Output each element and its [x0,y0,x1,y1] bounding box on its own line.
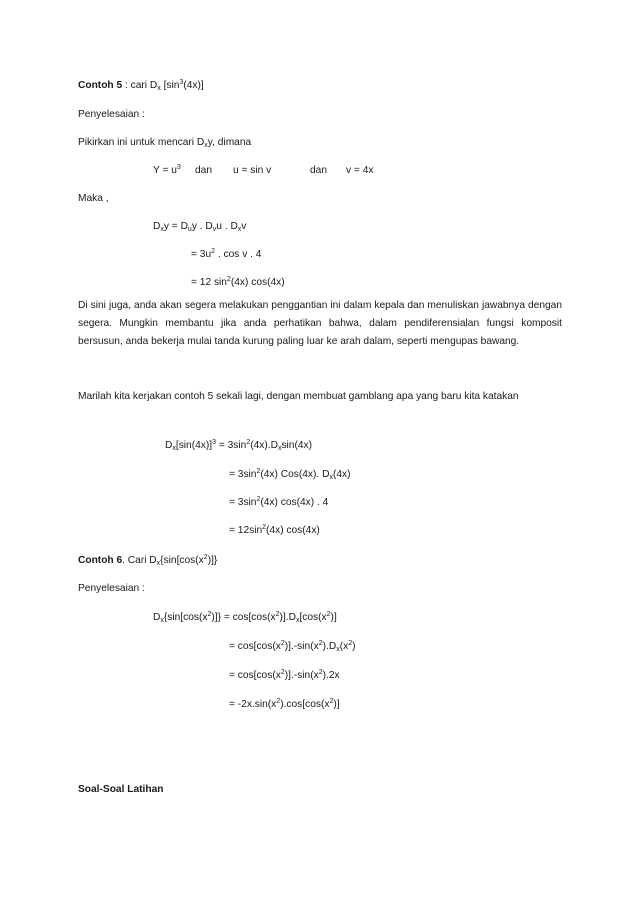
contoh6-label: Contoh 6 [78,555,123,566]
text: v [241,221,247,232]
text: sin(4x) [281,440,313,451]
subscript: x [160,226,164,233]
text: = cos[cos(x [229,641,281,652]
soal-latihan-heading: Soal-Soal Latihan [78,784,164,795]
def-u: u = sin v [233,165,272,176]
maka-label: Maka , [78,193,109,204]
text: ).cos[cos(x [280,699,330,710]
explanation-paragraph: Di sini juga, anda akan segera melakukan penggantian ini dalam kepala dan menuliskan jawabnya dengan segera. Mungkin membantu jika anda perhatikan bahwa, dalam pendiferensialan fungsi komposit bersusun, anda bekerja mulai tanda kurung paling luar ke arah dalam, seperti mengupas bawang. [78,300,562,348]
superscript: 2 [211,248,216,255]
superscript: 2 [246,439,251,446]
superscript: 2 [207,611,212,618]
def-dan-1: dan [195,165,212,176]
text: {sin[cos(x [160,555,204,566]
subscript: x [172,445,176,452]
superscript: 2 [262,524,267,531]
c6-step-1 [153,613,337,623]
text: [cos(x [299,612,327,623]
superscript: 2 [226,276,231,283]
text: (4x).D [250,440,278,451]
text: (4x) cos(4x) . 4 [260,497,329,508]
text: D [153,221,161,232]
text: )] [330,612,337,623]
contoh5-label: Contoh 5 [78,80,123,91]
def-y [153,166,181,176]
subscript: x [277,445,282,452]
superscript: 2 [318,640,323,647]
text: (x [339,641,349,652]
text: ).D [322,641,337,652]
c6-step-2 [229,642,356,652]
text: = 12sin [229,525,263,536]
chain-step-2 [191,250,261,260]
subscript: x [237,226,242,233]
penyelesaian-label-6: Penyelesaian : [78,583,145,594]
chain-rule-line [153,222,246,232]
redo-paragraph: Marilah kita kerjakan contoh 5 sekali lagi, dengan membuat gamblang apa yang baru kita katakan [78,391,519,402]
superscript: 2 [326,611,331,618]
superscript: 2 [348,640,353,647]
c6-step-4 [229,700,340,710]
subscript: x [336,646,340,653]
text: = 3sin [229,469,257,480]
text: (4x) [332,469,351,480]
superscript: 2 [256,468,261,475]
subscript: x [204,142,208,149]
text: )].-sin(x [284,641,319,652]
chain-step-3 [191,278,285,288]
text: u . D [216,221,238,232]
text: (4x) cos(4x) [266,525,320,536]
subscript: x [156,560,161,567]
text: ).2x [322,670,340,681]
text: )] [333,699,340,710]
superscript: 2 [203,554,208,561]
text: y, dimana [207,137,252,148]
text: y . D [191,221,213,232]
text: = 12 sin [191,277,227,288]
pikirkan-line [78,138,251,148]
superscript: 2 [329,698,334,705]
redo-step-1 [165,441,312,451]
text: D [153,612,161,623]
text: )].D [279,612,296,623]
subscript: v [212,226,217,233]
text: = 3u [191,249,212,260]
c6-step-3 [229,671,340,681]
text: )].-sin(x [284,670,319,681]
superscript: 2 [318,669,323,676]
superscript: 2 [280,640,285,647]
heading-text: (4x)] [183,80,204,91]
redo-step-2 [229,470,350,480]
heading-text: : cari D [122,80,158,91]
superscript: 2 [280,669,285,676]
text: = cos[cos(x [229,670,281,681]
subscript: u [187,226,192,233]
text: Y = u [153,165,177,176]
subscript: x [160,617,164,624]
def-dan-2: dan [310,165,327,176]
text: ) [352,641,356,652]
superscript: 2 [276,698,281,705]
subscript: x [329,474,333,481]
text: {sin[cos(x [163,612,208,623]
text: (4x) cos(4x) [230,277,285,288]
text: = -2x.sin(x [229,699,277,710]
def-v: v = 4x [346,165,374,176]
superscript: 2 [275,611,280,618]
text: Pikirkan ini untuk mencari D [78,137,205,148]
superscript: 3 [212,439,216,446]
contoh6-heading [78,556,217,566]
text: . cos v . 4 [215,249,262,260]
penyelesaian-label-5: Penyelesaian : [78,109,145,120]
redo-step-4 [229,526,320,536]
text: y = D [163,221,188,232]
contoh5-heading [78,81,204,91]
text: [sin(4x)] [175,440,213,451]
text: = 3sin [216,440,247,451]
subscript: x [295,617,300,624]
superscript: 3 [176,164,181,171]
redo-step-3 [229,498,328,508]
heading-text: [sin [160,80,180,91]
subscript: x [157,85,161,92]
superscript: 2 [256,496,261,503]
text: = 3sin [229,497,257,508]
text: D [165,440,173,451]
text: (4x) Cos(4x). D [260,469,330,480]
text: )]} [207,555,218,566]
superscript: 3 [179,79,184,86]
text: . Cari D [122,555,157,566]
text: )]} = cos[cos(x [211,612,276,623]
